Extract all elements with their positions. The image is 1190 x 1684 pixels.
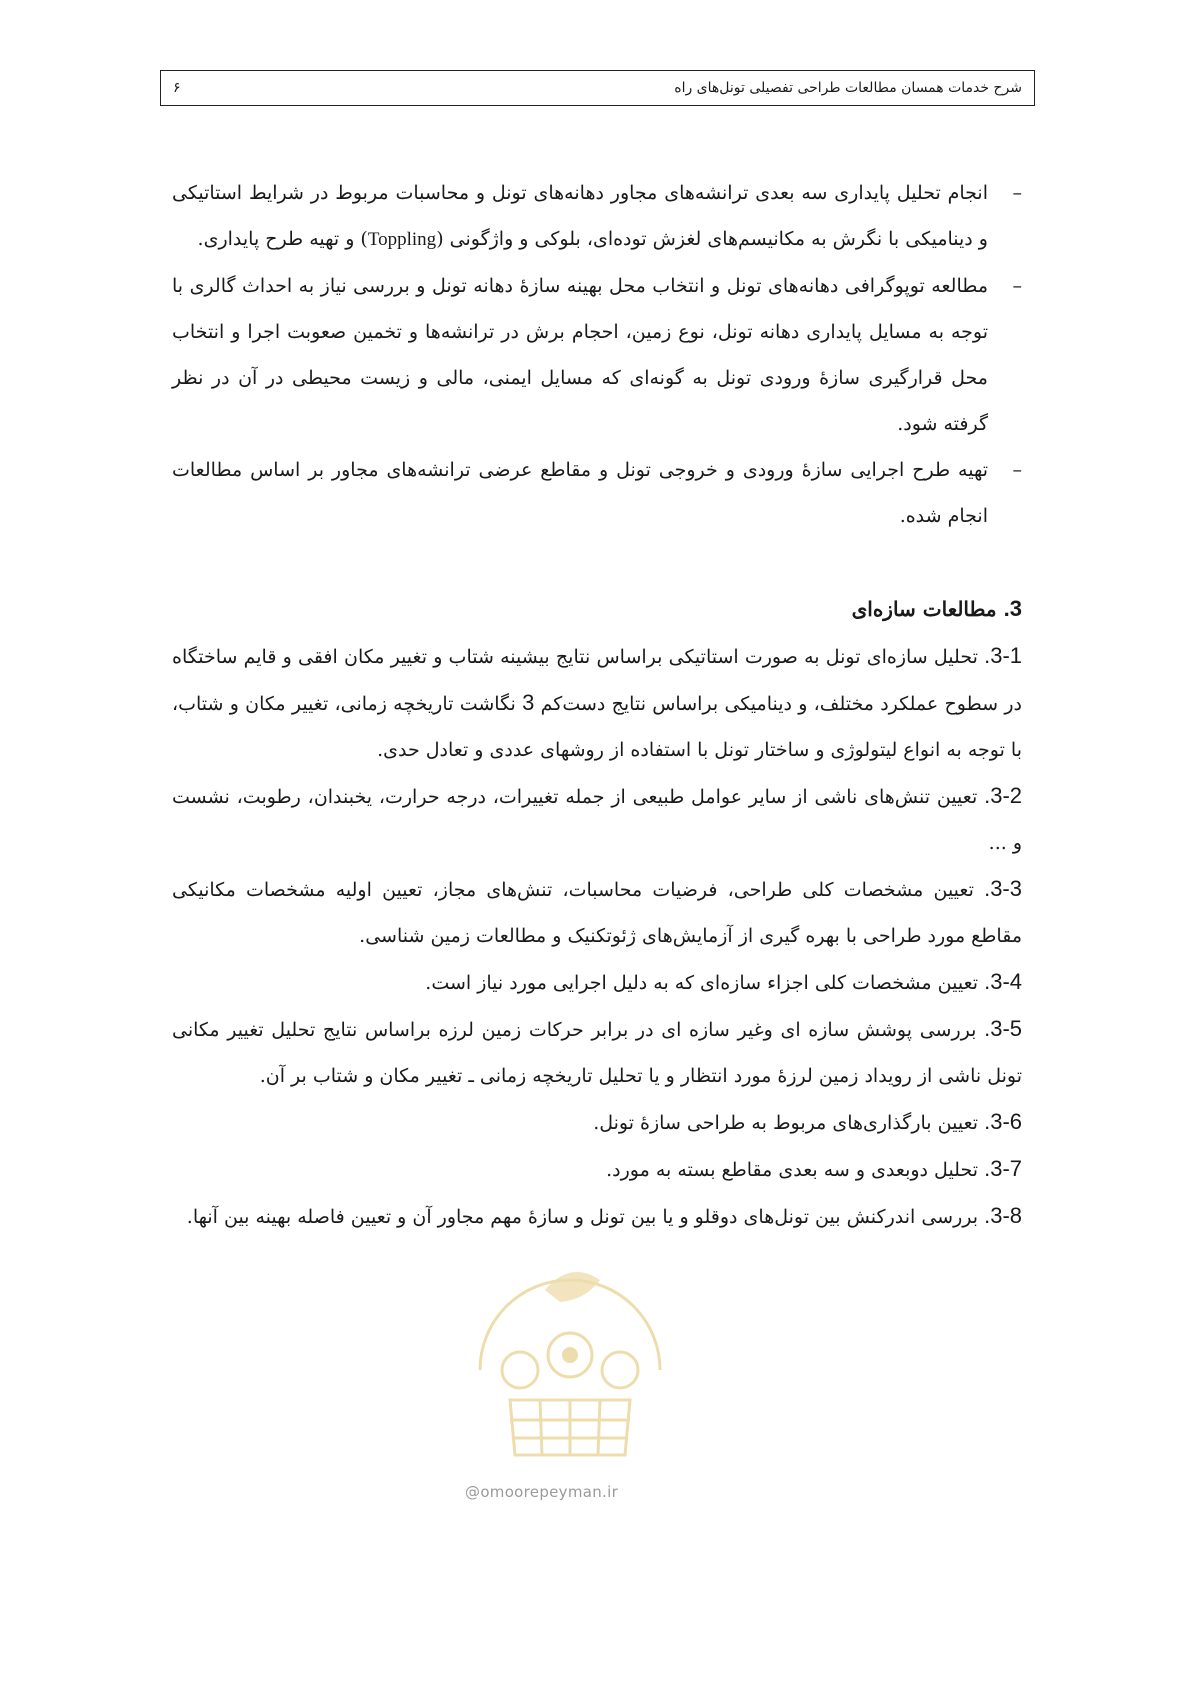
item-number: 3-6. — [984, 1109, 1022, 1134]
list-item — [172, 773, 1022, 866]
item-number: 3-7. — [984, 1156, 1022, 1181]
item-text: تحلیل سازه‌ای تونل به صورت استاتیکی براساس نتایج بیشینه شتاب و تغییر مکان افقی و قایم ساختگاه در سطوح عملکرد مختلف، و دینامیکی براساس نتایج دست‌کم — [172, 646, 1023, 715]
item-number: 3-4. — [984, 969, 1022, 994]
page-number: ۶ — [173, 80, 181, 96]
item-number: 3-8. — [984, 1203, 1022, 1228]
list-item — [172, 1006, 1022, 1099]
item-text: بررسی پوشش سازه ای وغیر سازه ای در برابر حرکات زمین لرزه براساس نتایج تحلیل تغییر مکانی تونل ناشی از رویداد زمین لرزهٔ مورد انتظار و یا تحلیل تاریخچه زمانی ـ تغییر مکان و شتاب بر آن. — [172, 1019, 1022, 1087]
numbered-list — [172, 633, 1022, 1240]
page-header — [160, 70, 1035, 106]
list-item — [172, 866, 1022, 959]
bullet-item — [172, 263, 1022, 447]
bullet-list — [172, 170, 1022, 539]
item-text: بررسی اندرکنش بین تونل‌های دوقلو و یا بین تونل و سازهٔ مهم مجاور آن و تعیین فاصله بهینه بین آنها. — [186, 1206, 979, 1228]
bullet-text: مطالعه توپوگرافی دهانه‌های تونل و انتخاب محل بهینه سازهٔ دهانه تونل و بررسی نیاز به احداث گالری با توجه به مسایل پایداری دهانه تونل، نوع زمین، احجام برش در ترانشه‌ها و تخمین صعوبت اجرا و انتخاب محل قرارگیری سازهٔ ورودی تونل به گونه‌ای که مسایل ایمنی، مالی و زیست محیطی در آن در نظر گرفته شود. — [172, 275, 988, 435]
dash-marker: – — [1012, 275, 1022, 297]
bullet-text: تهیه طرح اجرایی سازهٔ ورودی و خروجی تونل و مقاطع عرضی ترانشه‌های مجاور بر اساس مطالعات انجام شده. — [172, 459, 988, 527]
item-text: تعیین مشخصات کلی طراحی، فرضیات محاسبات، تنش‌های مجاز، تعیین اولیه مشخصات مکانیکی مقاطع مورد طراحی با بهره گیری از آزمایش‌های ژئوتکنیک و مطالعات زمین شناسی. — [172, 879, 1022, 947]
latin-term: Toppling — [367, 229, 437, 250]
dash-marker: – — [1012, 459, 1022, 481]
item-number: 3-2. — [984, 783, 1022, 808]
item-text: تعیین بارگذاری‌های مربوط به طراحی سازهٔ تونل. — [593, 1112, 979, 1134]
item-text: نگاشت تاریخچه زمانی، تغییر مکان و شتاب، با توجه به انواع لیتولوژی و ساختار تونل با استفاده از روشهای عددی و تعادل حدی. — [172, 693, 1022, 761]
bullet-item — [172, 170, 1022, 263]
item-number: 3-3. — [984, 876, 1022, 901]
watermark-logo — [450, 1250, 690, 1460]
list-item — [172, 1146, 1022, 1193]
item-digit: 3 — [522, 690, 535, 715]
bullet-text: استاتیکی و دینامیکی با نگرش به مکانیسم‌های لغزش توده‌ای، بلوکی و واژگونی ( — [172, 182, 988, 250]
header-title: شرح خدمات همسان مطالعات طراحی تفصیلی تونل‌های راه — [674, 80, 1022, 96]
item-text: تعیین مشخصات کلی اجزاء سازه‌ای که به دلیل اجرایی مورد نیاز است. — [425, 972, 979, 994]
section-heading — [172, 585, 1022, 633]
dash-marker: – — [1012, 182, 1022, 204]
section-title: مطالعات سازه‌ای — [851, 597, 997, 621]
page-content — [172, 170, 1022, 1240]
section-number: 3. — [1003, 596, 1022, 621]
item-text: تعیین تنش‌های ناشی از سایر عوامل طبیعی از جمله تغییرات، درجه حرارت، یخبندان، رطوبت، نشست و ... — [172, 786, 1022, 854]
bullet-text: انجام تحلیل پایداری سه بعدی ترانشه‌های مجاور دهانه‌های تونل و محاسبات مربوط در شرایط — [248, 182, 988, 204]
bullet-item — [172, 447, 1022, 539]
list-item — [172, 1193, 1022, 1240]
list-item — [172, 633, 1022, 773]
item-text: تحلیل دوبعدی و سه بعدی مقاطع بسته به مورد. — [606, 1159, 979, 1181]
item-number: 3-1. — [984, 643, 1022, 668]
list-item — [172, 1099, 1022, 1146]
list-item — [172, 959, 1022, 1006]
bullet-text: ) و تهیه طرح پایداری. — [197, 228, 368, 250]
item-number: 3-5. — [984, 1016, 1022, 1041]
watermark-url: @omoorepeyman.ir — [465, 1483, 619, 1501]
